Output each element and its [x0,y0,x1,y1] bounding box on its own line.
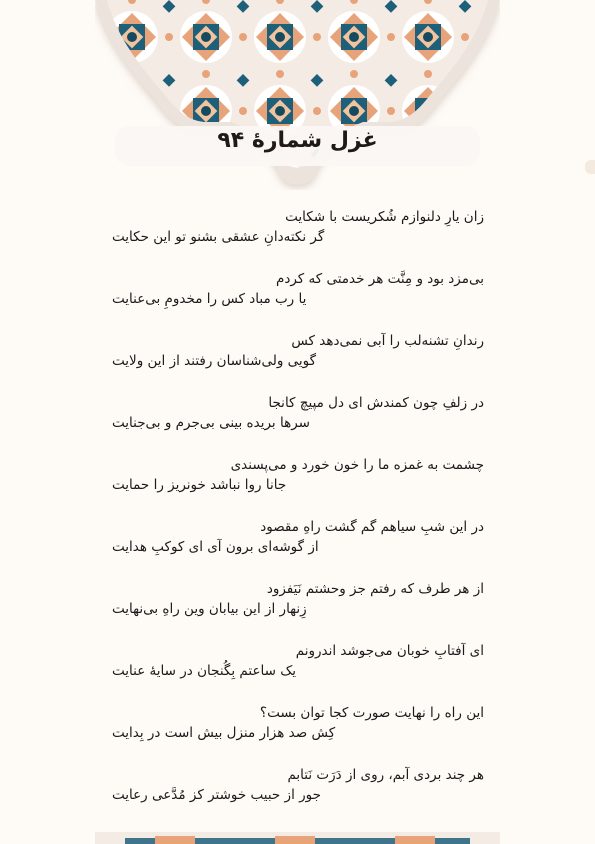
hemistich-first: از هر طرف که رفتم جز وحشتم نَیَفزود [266,581,484,597]
header-ornament [95,0,500,190]
couplet [112,515,484,577]
couplet [112,577,484,639]
hemistich-first: در این شبِ سیاهم گم گشت راهِ مقصود [260,519,484,535]
poem-title: غزل شمارهٔ ۹۴ [217,128,378,153]
hemistich-second: از گوشه‌ای برون آی ای کوکبِ هدایت [112,539,319,555]
couplet [112,391,484,453]
hemistich-second: کِش صد هزار منزل بیش است در بِدایت [112,725,336,741]
hemistich-first: این راه را نهایت صورت کجا توان بست؟ [259,705,484,721]
couplet [112,763,484,825]
hemistich-first: در زلفِ چون کمندش ای دل مپیچ کانجا [268,395,484,411]
footer-ornament [95,832,500,844]
hemistich-first: بی‌مزد بود و مِنَّت هر خدمتی که کردم [275,271,484,287]
hemistich-second: زِنهار از این بیابان وین راهِ بی‌نهایت [112,601,307,617]
hemistich-second: یا رب مباد کس را مخدومِ بی‌عنایت [112,291,307,307]
couplet [112,329,484,391]
hemistich-second: گویی ولی‌شناسان رفتند از این ولایت [112,353,317,369]
hemistich-first: ای آفتابِ خوبان می‌جوشد اندرونم [295,643,484,659]
couplet [112,701,484,763]
hemistich-first: چشمت به غمزه ما را خون خورد و می‌پسندی [230,457,484,473]
hemistich-first: هر چند بردی آبم، روی از دَرَت نَتابم [287,767,484,783]
hemistich-first: زان یارِ دلنوازم شُکریست با شکایت [285,209,484,225]
poem-body [112,205,484,825]
hemistich-second: یک ساعتم بِگُنجان در سایهٔ عنایت [112,663,297,679]
couplet [112,639,484,701]
hemistich-second: جانا روا نباشد خونریز را حمایت [112,477,287,493]
couplet [112,267,484,329]
hemistich-second: جور از حبیب خوشتر کز مُدَّعی رعایت [112,787,321,803]
hemistich-second: گر نکته‌دانِ عشقی بشنو تو این حکایت [112,229,325,245]
hemistich-second: سرها بریده بینی بی‌جرم و بی‌جنایت [112,415,310,431]
couplet [112,205,484,267]
hemistich-first: رندانِ تشنه‌لب را آبی نمی‌دهد کس [291,333,484,349]
couplet [112,453,484,515]
side-decoration [585,160,595,174]
